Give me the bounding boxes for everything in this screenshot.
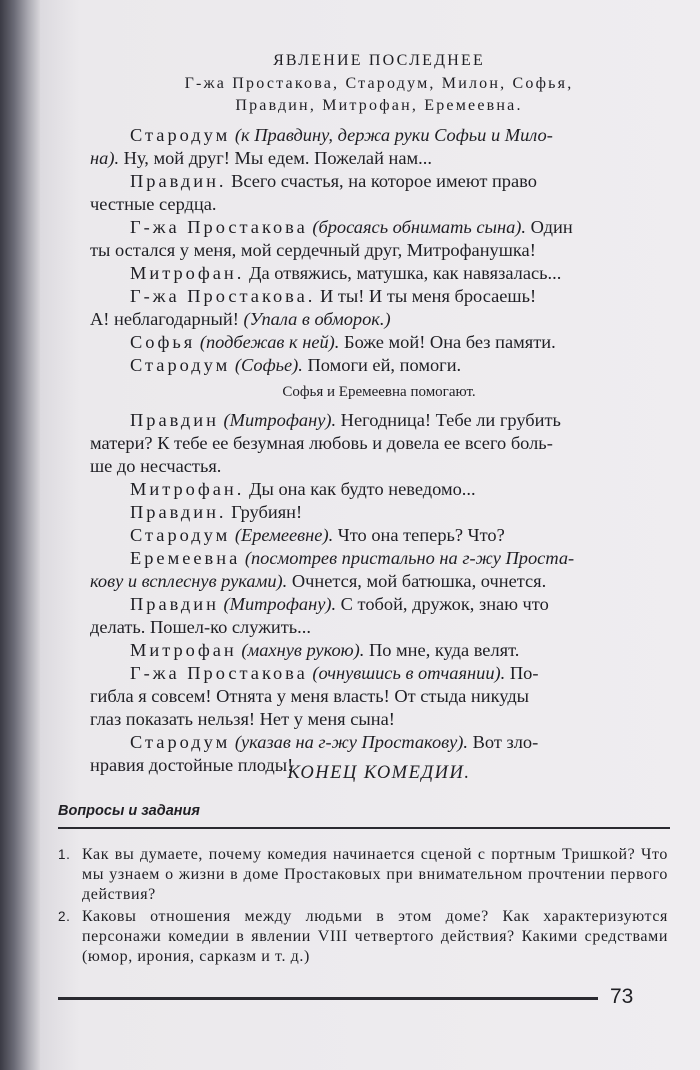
dialog-text: Да отвяжись, матушка, как навязалась... <box>244 263 562 283</box>
stage-direction: (очнувшись в отчаянии). <box>307 663 506 683</box>
speaker-name: Правдин. <box>130 171 227 191</box>
dialog-line <box>90 478 668 501</box>
speaker-name: Г-жа Простакова <box>130 217 308 237</box>
stage-direction: (Упала в обморок.) <box>238 309 391 329</box>
question-number: 2. <box>58 909 71 924</box>
stage-direction: на). <box>90 148 120 168</box>
speaker-name: Г-жа Простакова. <box>130 286 316 306</box>
speaker-name: Правдин. <box>130 502 227 522</box>
dialog-text: Ну, мой друг! Мы едем. Пожелай нам... <box>119 148 432 168</box>
dialog-line: честные сердца. <box>90 194 217 214</box>
dialog-text: Ды она как будто неведомо... <box>244 479 476 499</box>
stage-direction: (к Правдину, держа руки Софьи и Мило- <box>234 125 553 145</box>
dialog-line <box>90 662 668 685</box>
end-of-comedy: КОНЕЦ КОМЕДИИ. <box>287 763 471 783</box>
dialog-line <box>90 409 668 432</box>
dialog-text: Вот зло- <box>468 732 539 752</box>
stage-direction: (Еремеевне). <box>230 525 334 545</box>
stage-direction: кову и всплеснув руками). <box>90 571 288 591</box>
speaker-name: Софья <box>130 332 196 352</box>
dialog-text: Боже мой! Она без памяти. <box>339 332 556 352</box>
dialog-line <box>90 147 668 170</box>
stage-direction: (посмотрев пристально на г-жу Проста- <box>240 548 575 568</box>
dialog-text: Один <box>526 217 573 237</box>
speaker-name: Стародум <box>130 525 231 545</box>
dialog-line <box>90 354 668 377</box>
speaker-name: Митрофан. <box>130 479 245 499</box>
dialog-line <box>90 285 668 308</box>
dialog-line <box>90 331 668 354</box>
speaker-name: Правдин <box>130 594 219 614</box>
scene-cast-line-2: Правдин, Митрофан, Еремеевна. <box>235 97 523 114</box>
stage-direction: (подбежав к ней). <box>195 332 340 352</box>
dialog-line <box>90 501 668 524</box>
question-number: 1. <box>58 847 71 862</box>
dialog-line <box>90 547 668 570</box>
scene-title: ЯВЛЕНИЕ ПОСЛЕДНЕЕ <box>273 52 485 69</box>
stage-direction: (Митрофану). <box>218 594 337 614</box>
dialog-text: Грубиян! <box>226 502 303 522</box>
dialog-line <box>90 262 668 285</box>
scene-cast-line-1: Г-жа Простакова, Стародум, Милон, Софья, <box>184 75 574 92</box>
dialog-text: А! неблагодарный! <box>90 309 239 329</box>
dialog-line: делать. Пошел-ко служить... <box>90 617 311 637</box>
speaker-name: Стародум <box>130 355 231 375</box>
dialog-line: ше до несчастья. <box>90 456 222 476</box>
stage-direction: (бросаясь обнимать сына). <box>307 217 527 237</box>
dialog-line <box>90 308 668 331</box>
stage-direction: (Софье). <box>230 355 303 375</box>
dialog-text: По- <box>505 663 539 683</box>
questions-heading: Вопросы и задания <box>58 803 200 819</box>
dialog-line <box>90 639 668 662</box>
dialog-text: Очнется, мой батюшка, очнется. <box>287 571 547 591</box>
speaker-name: Митрофан <box>130 640 237 660</box>
dialog-text: Негодница! Тебе ли грубить <box>336 410 561 430</box>
stage-direction: (указав на г-жу Простакову). <box>230 732 469 752</box>
page-number: 73 <box>610 985 634 1008</box>
question-text: Каковы отношения между людьми в этом доме? Как характеризуются персонажи комедии в явлении VIII четвертого действия? Какими средствами (юмор, ирония, сарказм и т. д.) <box>82 908 668 965</box>
dialog-line <box>90 216 668 239</box>
dialog-line <box>90 593 668 616</box>
dialog-text: С тобой, дружок, знаю что <box>336 594 549 614</box>
dialog-line: ты остался у меня, мой сердечный друг, Митрофанушка! <box>90 240 536 260</box>
dialog-text: Всего счастья, на которое имеют право <box>226 171 537 191</box>
dialog-line <box>90 524 668 547</box>
stage-remark: Софья и Еремеевна помогают. <box>282 384 476 400</box>
divider <box>58 827 670 829</box>
dialog-line <box>90 731 668 754</box>
speaker-name: Еремеевна <box>130 548 241 568</box>
dialog-line <box>90 570 668 593</box>
book-page <box>40 0 700 1070</box>
speaker-name: Г-жа Простакова <box>130 663 308 683</box>
stage-direction: (Митрофану). <box>218 410 337 430</box>
dialog-text: По мне, куда велят. <box>364 640 520 660</box>
book-spine-shadow <box>0 0 40 1070</box>
dialog-line: гибла я совсем! Отнята у меня власть! От стыда никуды <box>90 686 530 706</box>
dialog-line: глаз показать нельзя! Нет у меня сына! <box>90 709 395 729</box>
speaker-name: Правдин <box>130 410 219 430</box>
questions-list <box>58 845 668 969</box>
question-text: Как вы думаете, почему комедия начинается сценой с портным Тришкой? Что мы узнаем о жизни в доме Простаковых при внимательном прочтении первого действия? <box>82 846 668 903</box>
dialog-text: И ты! И ты меня бросаешь! <box>315 286 537 306</box>
question-item <box>58 907 668 967</box>
dialog-line <box>90 124 668 147</box>
question-item <box>58 845 668 905</box>
dialog-line <box>90 170 668 193</box>
stage-direction: (махнув рукою). <box>236 640 365 660</box>
speaker-name: Стародум <box>130 732 231 752</box>
dialog-text: Помоги ей, помоги. <box>302 355 462 375</box>
dialog-text: Что она теперь? Что? <box>333 525 505 545</box>
dialog-line: нравия достойные плоды! <box>90 755 294 775</box>
speaker-name: Митрофан. <box>130 263 245 283</box>
footer-rule <box>58 997 598 1000</box>
speaker-name: Стародум <box>130 125 231 145</box>
dialog-line: матери? К тебе ее безумная любовь и довела ее всего боль- <box>90 433 553 453</box>
